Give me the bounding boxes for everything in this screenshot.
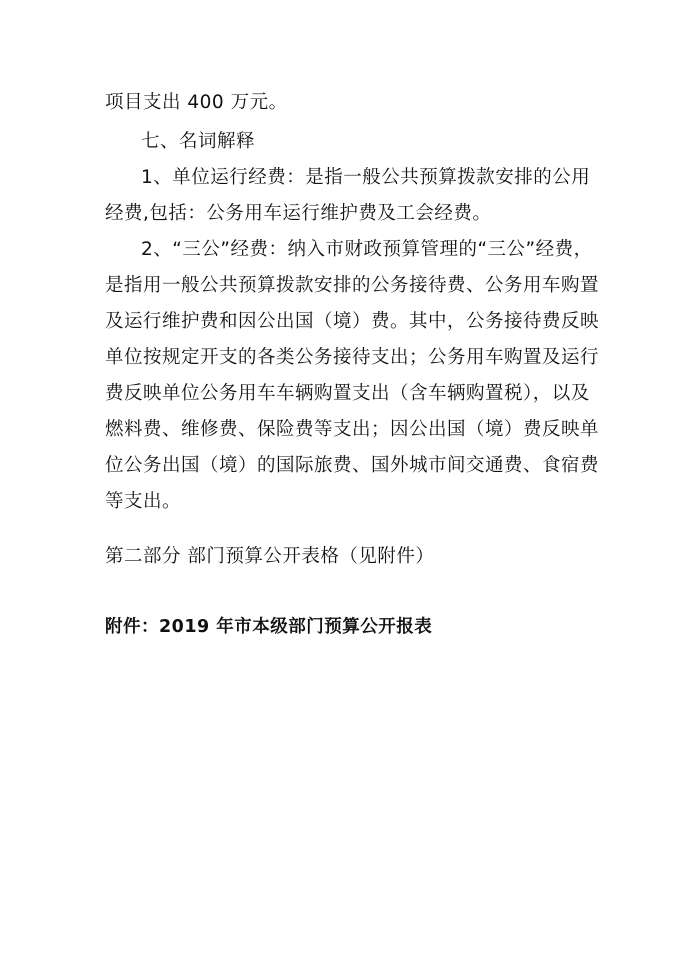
section-heading-glossary: 七、名词解释 [141, 131, 256, 152]
glossary-item-2-line-3: 及运行维护费和因公出国（境）费。其中，公务接待费反映 [105, 311, 600, 332]
glossary-item-2-line-6: 燃料费、维修费、保险费等支出；因公出国（境）费反映单 [105, 419, 600, 440]
glossary-item-1-line-1: 1、单位运行经费：是指一般公共预算拨款安排的公用 [141, 167, 591, 188]
glossary-item-2-line-4: 单位按规定开支的各类公务接待支出；公务用车购置及运行 [105, 347, 600, 368]
glossary-item-2-line-8: 等支出。 [105, 491, 182, 512]
glossary-item-2-line-7: 位公务出国（境）的国际旅费、国外城市间交通费、食宿费 [105, 455, 600, 476]
glossary-item-2-line-5: 费反映单位公务用车车辆购置支出（含车辆购置税），以及 [105, 383, 590, 404]
attachment-heading: 附件：2019 年市本级部门预算公开报表 [105, 617, 433, 637]
part-two-heading: 第二部分 部门预算公开表格（见附件） [105, 546, 435, 567]
glossary-item-2-line-2: 是指用一般公共预算拨款安排的公务接待费、公务用车购置 [105, 275, 600, 296]
glossary-item-1-line-2: 经费,包括：公务用车运行维护费及工会经费。 [105, 203, 492, 224]
glossary-item-2-line-1: 2、“三公”经费：纳入市财政预算管理的“三公”经费， [141, 239, 593, 260]
paragraph-continuation: 项目支出 400 万元。 [105, 92, 288, 113]
